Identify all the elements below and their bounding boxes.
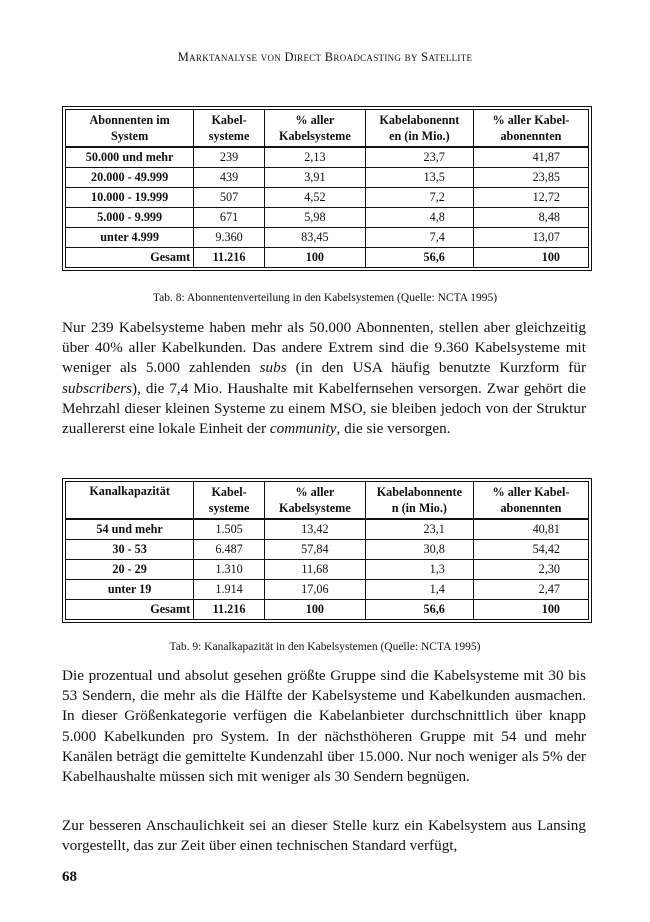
table-row: 20.000 - 49.999 439 3,91 13,5 23,85 (66, 168, 589, 188)
table-row: 10.000 - 19.999 507 4,52 7,2 12,72 (66, 188, 589, 208)
header-pct-abonnenten: % aller Kabel- abonennten (473, 482, 588, 520)
body-paragraph: Zur besseren Anschaulichkeit sei an dieser Stelle kurz ein Kabelsystem aus Lansing vorgestellt, das zur Zeit über einen technischen Standard verfügt, (62, 817, 586, 855)
table-header-row (66, 110, 589, 148)
header-pct-kabelsysteme: % aller Kabelsysteme (264, 110, 365, 148)
header-kabelabonnenten: Kabelabonnente n (in Mio.) (365, 482, 473, 520)
table-row: 50.000 und mehr 239 2,13 23,7 41,87 (66, 147, 589, 168)
header-abonnenten: Abonnenten im System (66, 110, 194, 148)
table-channel-capacity (62, 478, 592, 623)
body-paragraph: Nur 239 Kabelsysteme haben mehr als 50.000 Abonnenten, stellen aber gleichzeitig über 40% aller Kabelkunden. Das andere Extrem sind die 9.360 Kabelsysteme mit weniger als 5.000 zahlenden subs (in den USA häufig benutzte Kurzform für subscribers), die 7,4 Mio. Haushalte mit Kabelfernsehen versorgen. Zwar gehört die Mehrzahl dieser kleinen Systeme zu einem MSO, sie bleiben jedoch von der Struktur zuallererst eine lokale Einheit der community, die sie versorgen. (62, 319, 586, 438)
table-subscriber-distribution (62, 106, 592, 271)
running-head: Marktanalyse von Direct Broadcasting by Satellite (177, 50, 473, 64)
header-kabelabonnenten: Kabelabonennt en (in Mio.) (365, 110, 473, 148)
table-caption: Tab. 9: Kanalkapazität in den Kabelsystemen (Quelle: NCTA 1995) (169, 641, 481, 653)
table-row: 20 - 29 1.310 11,68 1,3 2,30 (66, 560, 589, 580)
page-number: 68 (62, 869, 77, 885)
body-paragraph: Die prozentual und absolut gesehen größte Gruppe sind die Kabelsysteme mit 30 bis 53 Sendern, die mehr als die Hälfte der Kabelsysteme und Kabelkunden ausmachen. In dieser Größenkategorie verfügen die Kabelanbieter durchschnittlich über knapp 5.000 Kabelkunden pro System. In der nächsthöheren Gruppe mit 54 und mehr Kanälen beträgt die gemittelte Kundenzahl über 15.000. Nur noch weniger als 5% der Kabelhaushalte müssen sich mit weniger als 30 Sendern begnügen. (62, 667, 586, 786)
table-total-row: Gesamt 11.216 100 56,6 100 (66, 248, 589, 268)
header-pct-abonnenten: % aller Kabel- abonennten (473, 110, 588, 148)
header-kanalkapazitaet: Kanalkapazität (66, 482, 194, 520)
table-row: 5.000 - 9.999 671 5,98 4,8 8,48 (66, 208, 589, 228)
table-row: unter 19 1.914 17,06 1,4 2,47 (66, 580, 589, 600)
header-pct-kabelsysteme: % aller Kabelsysteme (264, 482, 365, 520)
table-total-row: Gesamt 11.216 100 56,6 100 (66, 600, 589, 620)
table-caption: Tab. 8: Abonnentenverteilung in den Kabelsystemen (Quelle: NCTA 1995) (152, 292, 498, 304)
table-row: unter 4.999 9.360 83,45 7,4 13,07 (66, 228, 589, 248)
table-header-row (66, 482, 589, 520)
table-row: 30 - 53 6.487 57,84 30,8 54,42 (66, 540, 589, 560)
table-row: 54 und mehr 1.505 13,42 23,1 40,81 (66, 519, 589, 540)
header-kabelsysteme: Kabel- systeme (194, 110, 265, 148)
header-kabelsysteme: Kabel- systeme (194, 482, 265, 520)
